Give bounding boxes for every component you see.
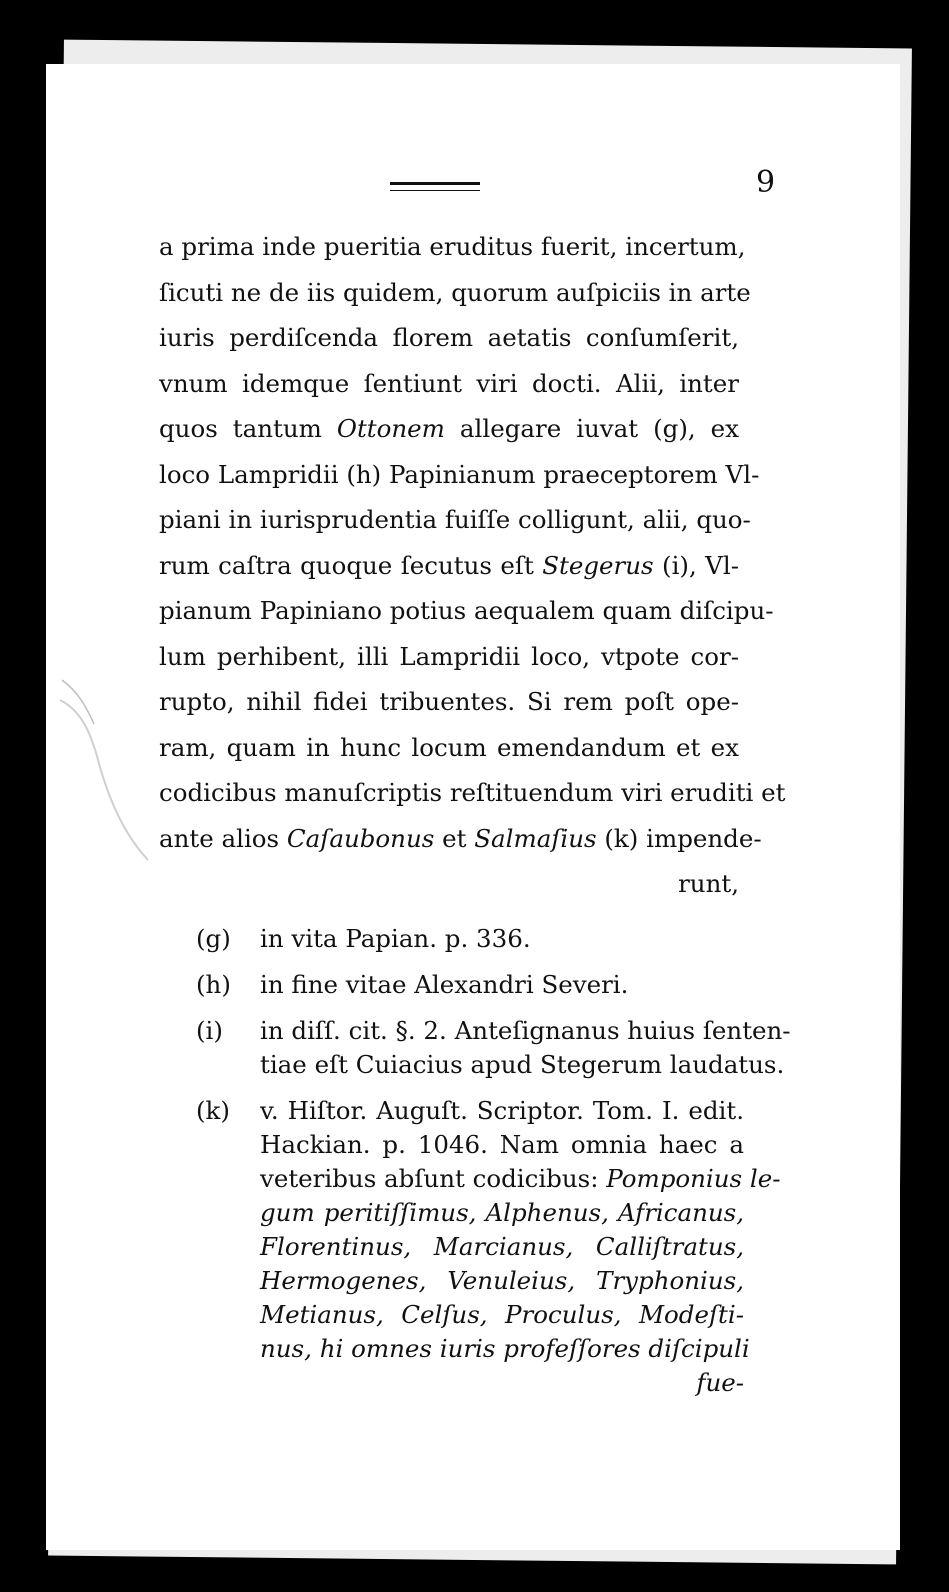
text-line: quos tantum Ottonem allegare iuvat (g), ex [159,414,739,443]
page-number: 9 [756,165,776,200]
text-line: pianum Papiniano potius aequalem quam diſcipu- [159,596,774,625]
footnote-i [196,1014,791,1082]
footnote-mark: (i) [196,1016,223,1045]
text-line: loco Lampridii (h) Papinianum praeceptorem Vl- [159,459,760,489]
book-page [46,64,900,1550]
footnote-line: tiae eſt Cuiacius apud Stegerum laudatus. [260,1050,785,1079]
footnote-mark: (g) [196,924,231,953]
text-line: rupto, nihil fidei tribuentes. Si rem poſt ope- [159,687,739,716]
footnote-line: in fine vitae Alexandri Severi. [260,970,629,999]
text-line: codicibus manuſcriptis reſtituendum viri eruditi et [159,778,786,807]
header-rule [390,182,480,191]
footnote-line: Florentinus, Marcianus, Calliſtratus, [260,1232,744,1261]
footnote-k [196,1094,781,1400]
footnote-mark: (h) [196,970,231,999]
footnote-h [196,968,744,1002]
footnote-line: v. Hiſtor. Auguſt. Scriptor. Tom. I. edit. [260,1096,744,1125]
footnote-line: Hermogenes, Venuleius, Tryphonius, [260,1266,744,1295]
thread-mark [60,640,150,870]
text-line: lum perhibent, illi Lampridii loco, vtpote cor- [159,641,739,671]
footnote-line: veteribus abſunt codicibus: Pomponius le- [260,1164,781,1193]
text-line: vnum idemque ſentiunt viri docti. Alii, inter [159,368,739,398]
text-line: iuris perdiſcenda florem aetatis conſumſerit, [159,323,739,352]
footnote-line: gum peritiſſimus, Alphenus, Africanus, [260,1198,744,1227]
footnote-line: in diſſ. cit. §. 2. Anteſignanus huius ſenten- [260,1016,791,1045]
text-line: ſicuti ne de iis quidem, quorum auſpiciis in arte [159,277,751,307]
footnotes [196,922,791,1412]
text-line: ram, quam in hunc locum emendandum et ex [159,732,739,762]
catchword: fue- [696,1368,744,1397]
footnote-mark: (k) [196,1096,230,1125]
text-line: ante alios Caſaubonus et Salmaſius (k) impende- [159,823,762,853]
catchword: runt, [678,869,739,898]
text-line: a prima inde pueritia eruditus fuerit, incertum, [159,232,746,261]
footnote-line: Metianus, Celſus, Proculus, Modeſti- [260,1300,744,1329]
footnote-line: in vita Papian. p. 336. [260,924,531,953]
text-line: piani in iurisprudentia fuiſſe colligunt, alii, quo- [159,505,751,534]
body-text [159,224,786,907]
text-line: rum caſtra quoque ſecutus eſt Stegerus (i), Vl- [159,550,739,580]
footnote-line: nus, hi omnes iuris profeſſores diſcipuli [260,1334,750,1363]
footnote-line: Hackian. p. 1046. Nam omnia haec a [260,1130,744,1159]
footnote-g [196,922,744,956]
